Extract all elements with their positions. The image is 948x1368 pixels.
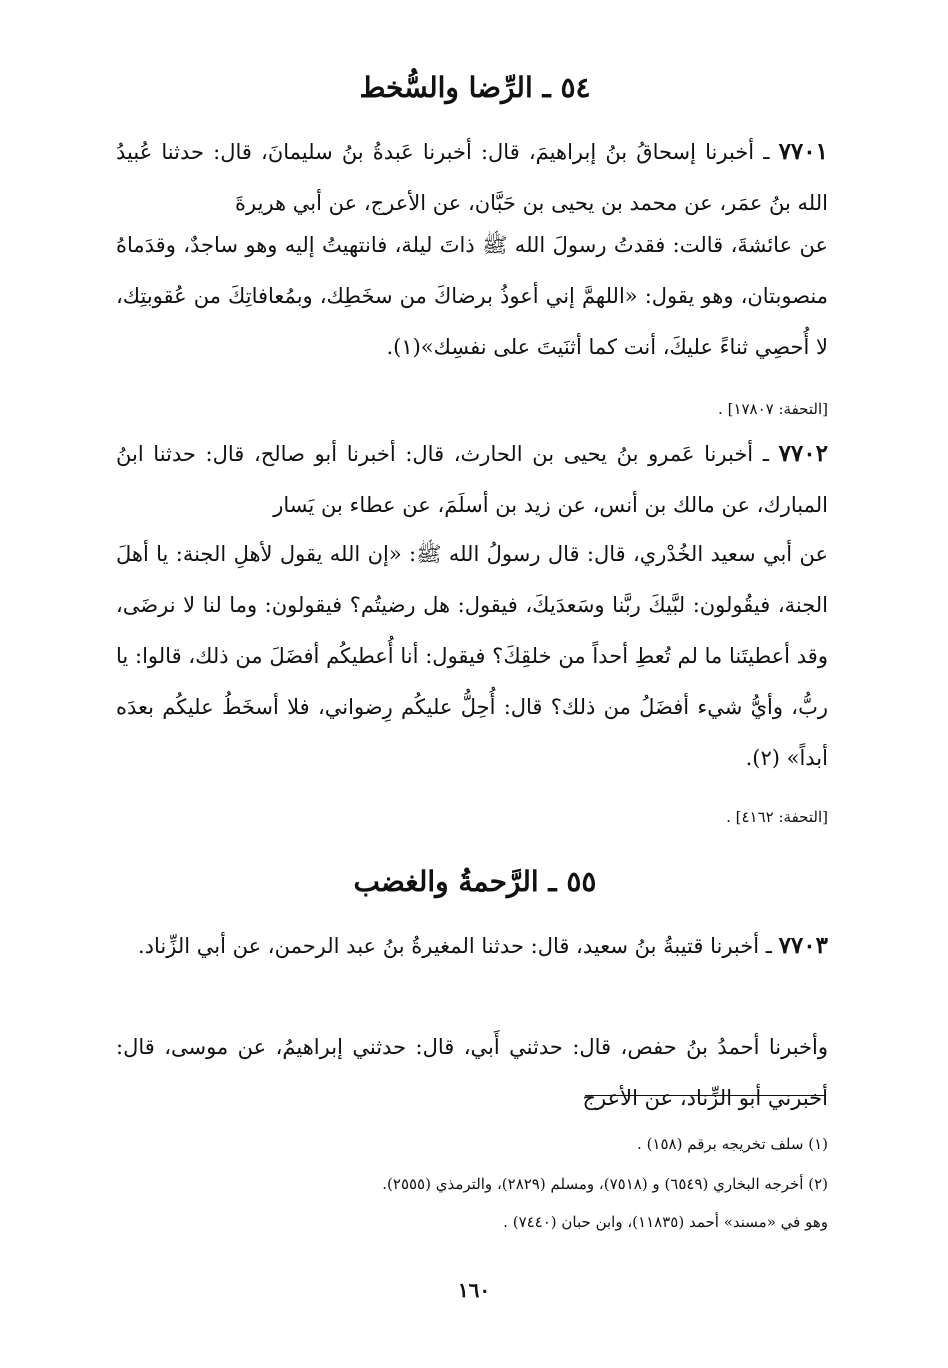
hadith-7702-isnad [116,428,828,531]
hadith-7702-matn: عن أبي سعيد الخُدْري، قال: قال رسولُ الله ﷺ: «إن الله يقول لأهلِ الجنة: يا أهلَ الجنة، فيقُولون: لبَّيكَ ربَّنا وسَعدَيكَ، فيقول: هل رضيتُم؟ فيقولون: وما لنا لا نرضَى، وقد أعطيتَنا ما لم تُعطِ أحداً من خلقِكَ؟ فيقول: أنا أُعطيكُم أفضَلَ من ذلك، قالوا: يا ربُّ، وأيُّ شيء أفضَلُ من ذلك؟ قال: أُحِلُّ عليكُم رِضواني، فلا أسخَطُ عليكُم بعدَه أبداً» (٢). [116,542,828,770]
footnote-1: (١) سلف تخريجه برقم (١٥٨) . [637,1135,828,1153]
hadith-7703-isnad-text: ـ أخبرنا قتيبةُ بنُ سعيد، قال: حدثنا المغيرةُ بنُ عبد الرحمن، عن أبي الزِّناد. [137,934,779,958]
hadith-7701-matn: عن عائشةَ، قالت: فقدتُ رسولَ الله ﷺ ذاتَ ليلة، فانتهيتُ إليه وهو ساجدٌ، وقدَماهُ منصوبتان، وهو يقول: «اللهمَّ إني أعوذُ برضاكَ من سخَطِك، وبمُعافاتِكَ من عُقوبتِك، لا أُحصِي ثناءً عليكَ، أنت كما أثنَيتَ على نفسِك»(١). [116,233,828,359]
footnote-divider [585,1095,825,1096]
footnote-2: (٢) أخرجه البخاري (٦٥٤٩) و (٧٥١٨)، ومسلم (٢٨٢٩)، والترمذي (٢٥٥٥). [382,1175,828,1193]
section-heading-55: ٥٥ ـ الرَّحمةُ والغضب [353,865,597,898]
tuhfa-ref-7701: [التحفة: ١٧٨٠٧] . [718,400,828,418]
hadith-7701-isnad-text: ـ أخبرنا إسحاقُ بنُ إبراهيمَ، قال: أخبرنا عَبدةُ بنُ سليمانَ، قال: حدثنا عُبيدُ الله بنُ عمَر، عن محمد بن يحيى بن حَبَّان، عن الأعرج، عن أبي هريرةَ [116,140,828,215]
hadith-number-7701: ٧٧٠١ [778,138,828,165]
hadith-7703-second-isnad: وأخبرنا أحمدُ بنُ حفص، قال: حدثني أَبي، قال: حدثني إبراهيمُ، عن موسى، قال: أخبرني أبو الزِّناد، عن الأعرج [116,1035,828,1110]
hadith-7701-isnad [116,126,828,229]
tuhfa-ref-7702: [التحفة: ٤١٦٢] . [726,808,828,826]
hadith-number-7703: ٧٧٠٣ [778,932,828,959]
hadith-number-7702: ٧٧٠٢ [778,440,828,467]
footnote-2-continued: وهو في «مسند» أحمد (١١٨٣٥)، وابن حبان (٧٤٤٠) . [503,1213,828,1231]
hadith-7703-isnad [116,920,828,972]
hadith-7702-isnad-text: ـ أخبرنا عَمرو بنُ يحيى بن الحارث، قال: أخبرنا أبو صالح، قال: حدثنا ابنُ المبارك، عن مالك بن أنس، عن زيد بن أسلَمَ، عن عطاء بن يَسار [116,442,828,517]
section-heading-54: ٥٤ ـ الرِّضا والسُّخط [359,71,591,104]
page-number: ١٦٠ [457,1278,491,1302]
